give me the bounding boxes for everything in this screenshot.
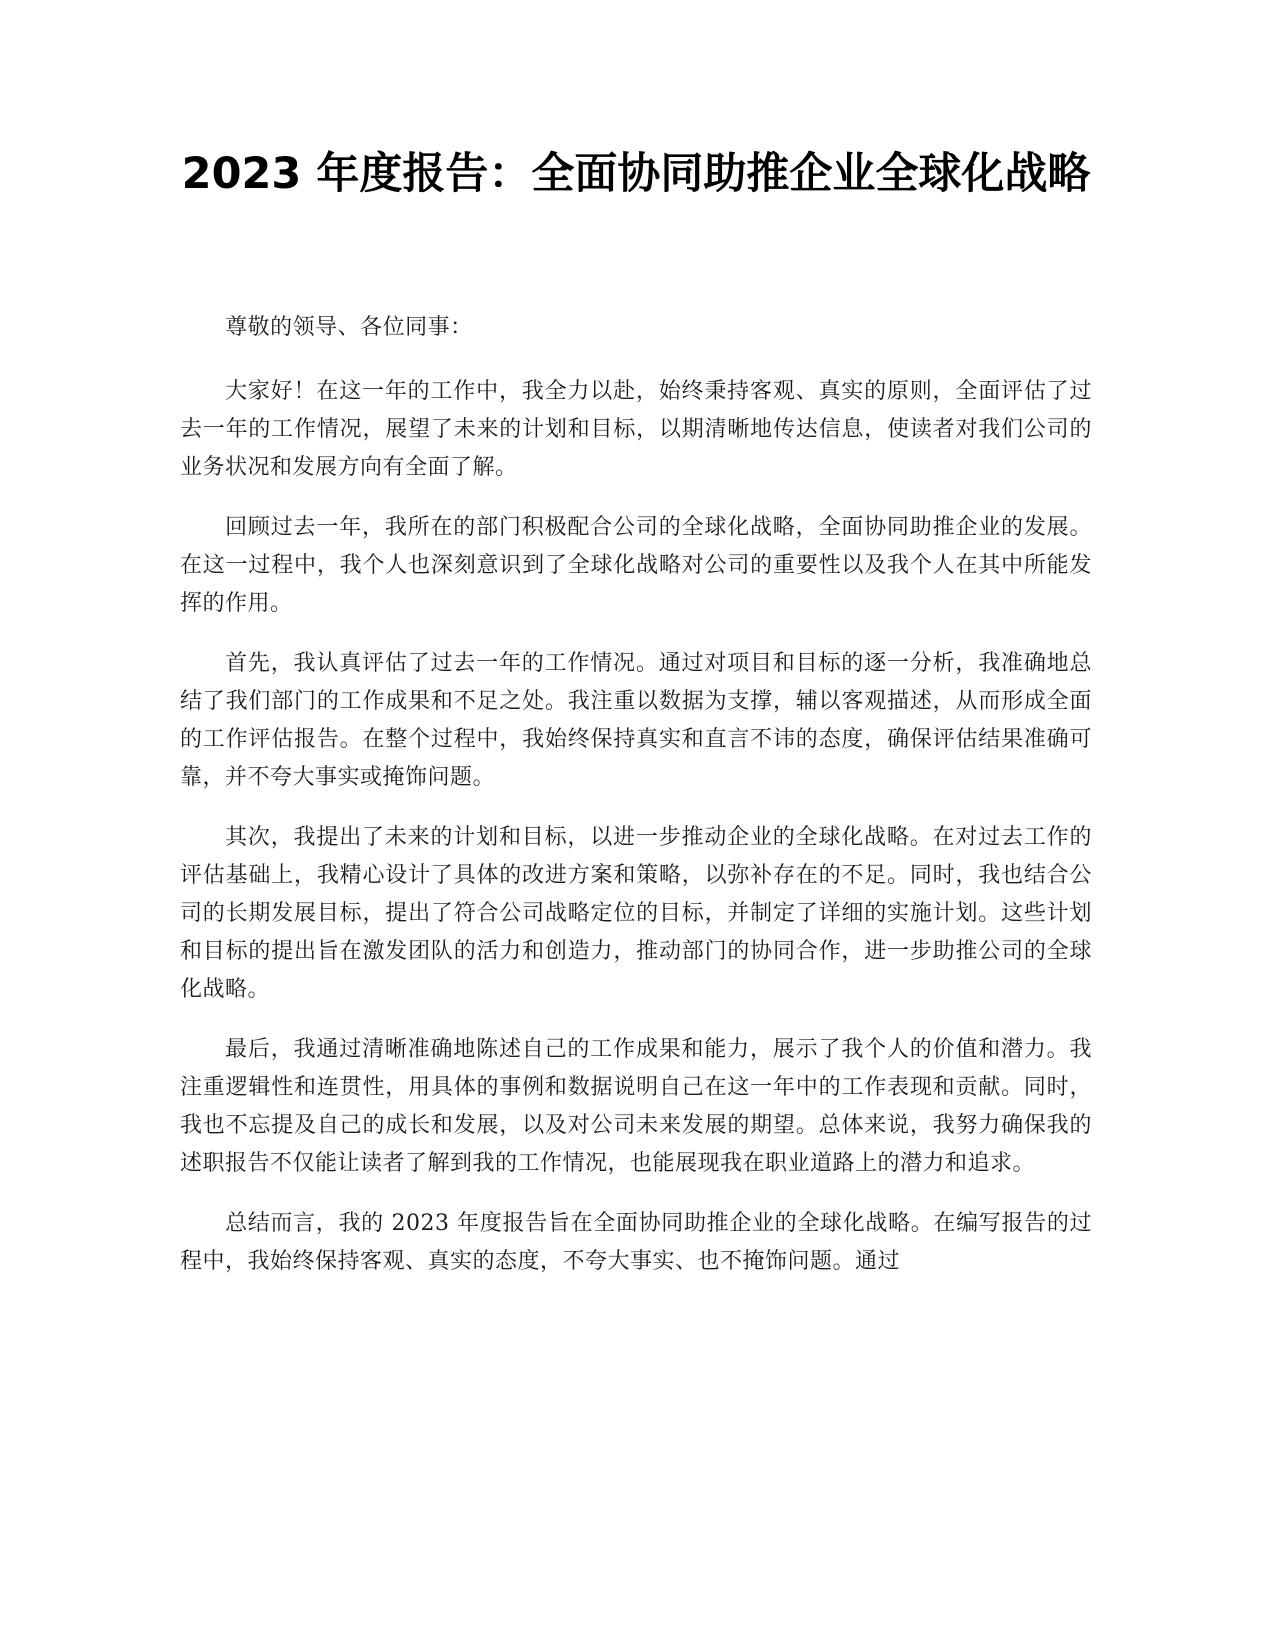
paragraph-first: 首先，我认真评估了过去一年的工作情况。通过对项目和目标的逐一分析，我准确地总结了我们部门的工作成果和不足之处。我注重以数据为支撑，辅以客观描述，从而形成全面的工作评估报告。在整个过程中，我始终保持真实和直言不讳的态度，确保评估结果准确可靠，并不夸大事实或掩饰问题。 [180,651,1092,790]
paragraph-summary: 总结而言，我的 2023 年度报告旨在全面协同助推企业的全球化战略。在编写报告的过程中，我始终保持客观、真实的态度，不夸大事实、也不掩饰问题。通过 [180,1211,1092,1274]
salutation: 尊敬的领导、各位同事： [225,315,473,340]
paragraph-second: 其次，我提出了未来的计划和目标，以进一步推动企业的全球化战略。在对过去工作的评估基础上，我精心设计了具体的改进方案和策略，以弥补存在的不足。同时，我也结合公司的长期发展目标，提出了符合公司战略定位的目标，并制定了详细的实施计划。这些计划和目标的提出旨在激发团队的活力和创造力，推动部门的协同合作，进一步助推公司的全球化战略。 [180,825,1092,1002]
document-title: 2023 年度报告：全面协同助推企业全球化战略 [181,149,1091,199]
paragraph-greeting: 大家好！在这一年的工作中，我全力以赴，始终秉持客观、真实的原则，全面评估了过去一年的工作情况，展望了未来的计划和目标，以期清晰地传达信息，使读者对我们公司的业务状况和发展方向有全面了解。 [180,379,1092,480]
paragraph-review: 回顾过去一年，我所在的部门积极配合公司的全球化战略，全面协同助推企业的发展。在这一过程中，我个人也深刻意识到了全球化战略对公司的重要性以及我个人在其中所能发挥的作用。 [180,515,1092,616]
document-body [180,309,1092,1409]
paragraph-last: 最后，我通过清晰准确地陈述自己的工作成果和能力，展示了我个人的价值和潜力。我注重逻辑性和连贯性，用具体的事例和数据说明自己在这一年中的工作表现和贡献。同时，我也不忘提及自己的成长和发展，以及对公司未来发展的期望。总体来说，我努力确保我的述职报告不仅能让读者了解到我的工作情况，也能展现我在职业道路上的潜力和追求。 [180,1037,1092,1176]
